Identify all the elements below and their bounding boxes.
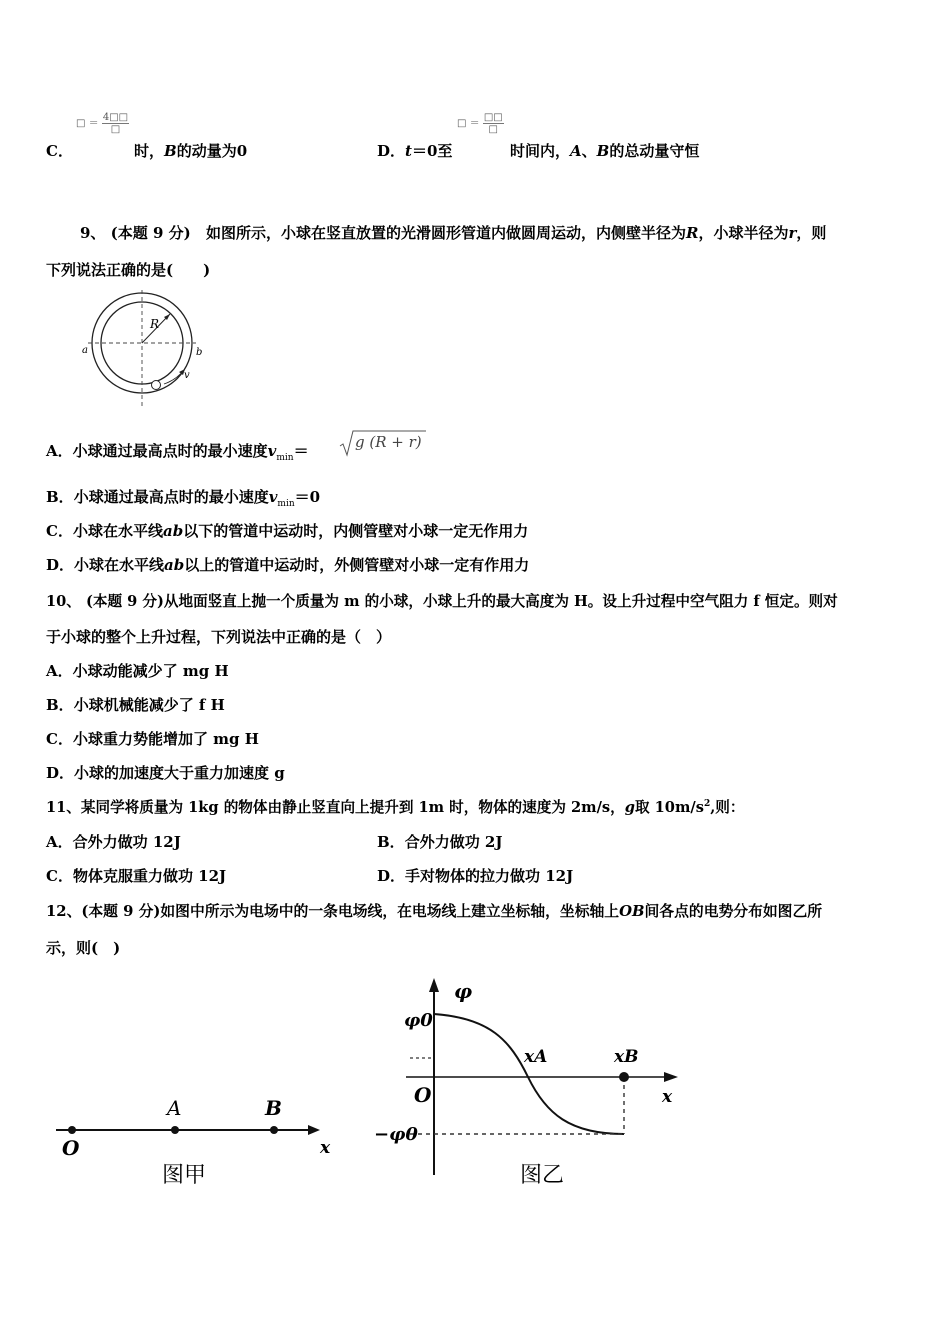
q8-option-c [46,110,346,160]
q11-option-d [377,865,573,886]
q9-stem-line1 [80,222,826,243]
label-phi0: φ0 [404,1010,433,1031]
var-t: t [405,142,412,160]
equals: ＝0 [294,488,321,506]
text: 11、某同学将质量为 1kg 的物体由静止竖直向上提升到 1m 时，物体的速度为 2m/s， [46,799,625,816]
formula-denominator: □ [110,124,121,135]
field-line-arrowhead [308,1125,320,1135]
q11-option-a [46,831,181,852]
q10-option-d [46,762,285,783]
option-label: A． [46,833,73,851]
q9-tube-figure [80,290,210,410]
option-text: 小球通过最高点时的最小速度 [73,488,269,506]
option-label: B． [377,833,405,851]
var-v: v [268,488,278,506]
caption-yi: 图乙 [520,1163,565,1188]
label-xA: xA [524,1047,548,1067]
label-xB: xB [614,1047,639,1067]
q9-option-d [46,554,529,575]
option-text: 以上的管道中运动时，外侧管壁对小球一定有作用力 [184,556,530,574]
option-label: A． [46,442,73,460]
option-label: A． [46,662,73,680]
option-label: C． [46,522,73,540]
q12-figure-yi [370,970,700,1195]
q10-stem-line2: 于小球的整个上升过程，下列说法中正确的是（ ） [46,628,392,646]
text: 时间内， [510,142,571,160]
equals: ＝ [293,442,309,460]
option-text: 以下的管道中运动时，内侧管壁对小球一定无作用力 [183,522,529,540]
option-label: D． [46,764,75,782]
option-text: 合外力做功 2J [404,833,503,851]
option-text: 小球机械能减少了 f H [73,696,225,714]
formula-lhs: □ [76,118,86,129]
var-b: B [164,142,177,160]
q10-option-c [46,728,259,749]
question-number: 9、 [80,224,106,242]
q8-option-d-formula [457,112,504,135]
label-R: R [150,317,160,331]
var-ab: ab [162,522,184,540]
point-xB-dot [619,1072,629,1082]
option-label: D． [377,867,406,885]
text: ,则： [710,799,745,816]
q8-option-d-text [510,140,699,161]
label-A: A [167,1096,182,1120]
text: 的动量为0 [176,142,248,160]
text: 如图所示，小球在竖直放置的光滑圆形管道内做圆周运动，内侧壁半径为 [205,224,686,242]
text: 取 10m/s [634,799,704,816]
option-text: 小球通过最高点时的最小速度 [72,442,268,460]
q8-option-d [377,110,777,160]
label-phi: φ [454,979,473,1003]
label-origin: O [414,1083,432,1107]
q12-figure-jia [50,1085,350,1195]
formula-fraction [483,112,504,135]
label-a: a [82,345,88,356]
point-A-dot [171,1126,179,1134]
label-neg-phi0: −φ0 [374,1124,418,1145]
q10-option-a [46,660,229,681]
question-score: (本题 9 分) [110,224,191,242]
label-x: x [662,1087,673,1107]
q9-stem-line2: 下列说法正确的是( ) [46,261,211,279]
text: 间各点的电势分布如图乙所 [644,903,823,920]
superscript: 2 [703,799,711,810]
option-text: 合外力做功 12J [72,833,181,851]
q9-option-c [46,520,528,541]
subscript-min: min [276,453,294,463]
option-text: 小球的加速度大于重力加速度 g [74,764,285,782]
q9-option-a [46,440,309,463]
subscript-min: min [277,499,295,509]
label-B: B [265,1096,282,1120]
var-v: v [267,442,277,460]
formula-eq: ＝ [88,118,99,129]
option-label: B． [46,488,74,506]
var-b: B [596,142,610,160]
q8-option-c-label: C． [46,142,73,160]
var-r: r [788,224,797,242]
text: ，小球半径为 [698,224,789,242]
q11-stem [46,796,745,817]
option-label: D． [46,556,75,574]
label-O: O [62,1136,80,1160]
var-R: R [686,224,699,242]
q12-stem-line1 [46,900,822,921]
option-label: C． [46,730,73,748]
text: 、 [581,142,597,160]
formula-numerator: 4□□ [102,112,129,123]
text: ，则 [796,224,827,242]
q11-option-c [46,865,226,886]
point-O-dot [68,1126,76,1134]
label-b: b [196,347,203,358]
potential-curve [434,1014,624,1134]
q10-option-b [46,694,225,715]
var-a: A [570,142,582,160]
var-g: g [624,799,635,816]
caption-jia: 图甲 [162,1163,207,1188]
option-text: 物体克服重力做功 12J [72,867,227,885]
q8-option-c-text [134,140,247,161]
formula-eq: ＝ [469,118,480,129]
option-text: 小球重力势能增加了 mg H [72,730,259,748]
q8-option-d-lead [377,140,452,161]
q8-option-c-formula [76,112,129,135]
text: 12、(本题 9 分)如图中所示为电场中的一条电场线，在电场线上建立坐标轴，坐标轴上 [46,903,620,920]
point-B-dot [270,1126,278,1134]
text: 的总动量守恒 [609,142,700,160]
q10-stem-line1: 10、 (本题 9 分)从地面竖直上抛一个质量为 m 的小球，小球上升的最大高度为 H。设上升过程中空气阻力 f 恒定。则对 [46,593,838,610]
q12-stem-line2: 示，则( ) [46,939,121,957]
var-ab: ab [164,556,185,574]
q9-option-b [46,486,320,509]
text: 时， [134,142,165,160]
text: ＝0至 [411,142,453,160]
formula-numerator: □□ [483,112,503,123]
label-x: x [320,1138,331,1158]
q9-option-a-sqrt-expr: g (R + r) [355,433,422,451]
label-v: v [184,370,190,381]
ball [152,381,161,390]
option-text: 小球动能减少了 mg H [72,662,229,680]
option-label: C． [46,867,73,885]
formula-fraction [102,112,129,135]
phi-axis-arrowhead [429,978,439,992]
x-axis-arrowhead [664,1072,678,1082]
formula-lhs: □ [457,118,467,129]
formula-denominator: □ [488,124,498,135]
q11-option-b [377,831,502,852]
var-OB: OB [619,903,645,920]
option-label: B． [46,696,74,714]
q8-option-d-label: D． [377,142,406,160]
option-text: 小球在水平线 [72,522,163,540]
option-text: 小球在水平线 [74,556,165,574]
option-text: 手对物体的拉力做功 12J [405,867,574,885]
